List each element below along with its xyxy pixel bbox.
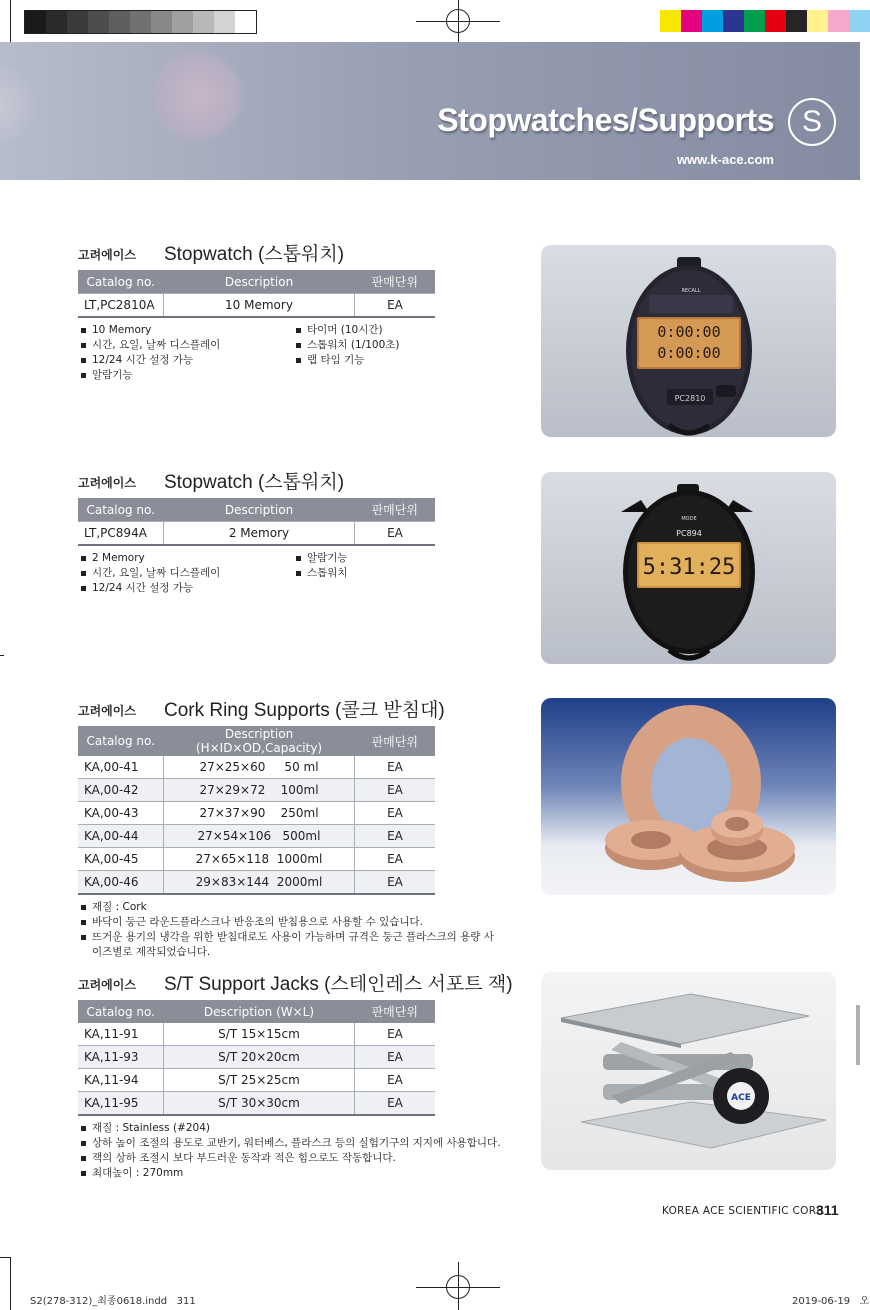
color-calibration-bar xyxy=(660,10,870,32)
section-title xyxy=(78,696,518,722)
side-mark xyxy=(0,655,4,656)
cork-ring-illustration xyxy=(541,698,836,895)
recall-label: RECALL xyxy=(681,288,701,294)
gray-swatch xyxy=(214,11,235,33)
catalog-number: KA,00-46 xyxy=(78,871,164,895)
gray-calibration-bar xyxy=(24,10,257,34)
catalog-number: KA,11-91 xyxy=(78,1023,164,1046)
product-photo-stopwatch-pc2810 xyxy=(541,245,836,437)
mode-label: MODE xyxy=(681,516,697,522)
column-header-description: Description (W×L) xyxy=(164,1000,355,1023)
color-swatch xyxy=(681,10,702,32)
unit-cell: EA xyxy=(355,1046,436,1069)
column-header-description: Description (H×ID×OD,Capacity) xyxy=(164,726,355,756)
table-row xyxy=(78,779,435,802)
list-item: 랩 타임 기능 xyxy=(293,353,508,368)
list-item: 12/24 시간 설정 가능 xyxy=(78,353,293,368)
feature-list xyxy=(78,900,503,960)
list-item: 스톱워치 (1/100초) xyxy=(293,338,508,353)
gray-swatch xyxy=(88,11,109,33)
list-item: 알람기능 xyxy=(78,368,293,383)
description-cell: 29×83×144 2000ml xyxy=(164,871,355,895)
color-swatch xyxy=(849,10,870,32)
unit-cell: EA xyxy=(355,756,436,779)
catalog-number: KA,00-43 xyxy=(78,802,164,825)
feature-list xyxy=(78,551,518,596)
spec-table xyxy=(78,726,435,895)
list-item: 재질 : Stainless (#204) xyxy=(78,1121,508,1136)
gray-swatch xyxy=(109,11,130,33)
unit-cell: EA xyxy=(355,1069,436,1092)
spec-table xyxy=(78,498,435,546)
crop-mark xyxy=(0,1257,10,1258)
feature-list xyxy=(78,323,518,383)
column-header-unit: 판매단위 xyxy=(355,498,436,522)
catalog-number: KA,00-42 xyxy=(78,779,164,802)
brand-label: 고려에이스 xyxy=(78,704,136,718)
color-swatch xyxy=(702,10,723,32)
table-row xyxy=(78,1092,435,1116)
column-header-catalog: Catalog no. xyxy=(78,1000,164,1023)
product-name: Stopwatch (스톱워치) xyxy=(163,244,345,265)
feature-list xyxy=(78,1121,508,1181)
model-label: PC894 xyxy=(676,529,702,538)
crop-mark xyxy=(10,1257,11,1310)
color-swatch xyxy=(744,10,765,32)
column-header-catalog: Catalog no. xyxy=(78,498,164,522)
list-item: 시간, 요일, 날짜 디스플레이 xyxy=(78,566,293,581)
unit-cell: EA xyxy=(355,848,436,871)
table-header-row xyxy=(78,498,435,522)
product-section-stopwatch-pc2810 xyxy=(78,240,518,383)
product-section-support-jacks xyxy=(78,970,518,1181)
gray-swatch xyxy=(130,11,151,33)
table-row xyxy=(78,871,435,895)
company-name: KOREA ACE SCIENTIFIC CORP. xyxy=(662,1205,825,1217)
color-swatch xyxy=(765,10,786,32)
table-row xyxy=(78,1046,435,1069)
description-cell: 2 Memory xyxy=(164,522,355,546)
table-row xyxy=(78,802,435,825)
description-cell: S/T 25×25cm xyxy=(164,1069,355,1092)
column-header-description: Description xyxy=(164,270,355,294)
table-row xyxy=(78,1069,435,1092)
column-header-unit: 판매단위 xyxy=(355,1000,436,1023)
list-item: 알람기능 xyxy=(293,551,508,566)
table-row xyxy=(78,756,435,779)
product-section-cork-ring xyxy=(78,696,518,960)
page-title: Stopwatches/Supports xyxy=(437,102,774,138)
list-item: 타이머 (10시간) xyxy=(293,323,508,338)
stopwatch-illustration xyxy=(541,472,836,664)
list-item: 잭의 상하 조절시 보다 부드러운 동작과 적은 힘으로도 작동합니다. xyxy=(78,1151,508,1166)
list-item: 12/24 시간 설정 가능 xyxy=(78,581,293,596)
table-row xyxy=(78,522,435,546)
page-number: 311 xyxy=(816,1202,839,1218)
stopwatch-illustration xyxy=(541,245,836,437)
section-letter-badge: S xyxy=(788,98,836,146)
color-swatch xyxy=(828,10,849,32)
column-header-unit: 판매단위 xyxy=(355,270,436,294)
spec-table xyxy=(78,270,435,318)
column-header-description: Description xyxy=(164,498,355,522)
product-photo-cork-rings xyxy=(541,698,836,895)
slug-date: 2019-06-19 오 xyxy=(792,1296,870,1307)
column-header-catalog: Catalog no. xyxy=(78,270,164,294)
unit-cell: EA xyxy=(355,871,436,895)
color-swatch xyxy=(660,10,681,32)
list-item: 시간, 요일, 날짜 디스플레이 xyxy=(78,338,293,353)
list-item: 최대높이 : 270mm xyxy=(78,1166,508,1181)
description-cell: S/T 30×30cm xyxy=(164,1092,355,1116)
gray-swatch xyxy=(151,11,172,33)
description-cell: 27×25×60 50 ml xyxy=(164,756,355,779)
color-swatch xyxy=(786,10,807,32)
unit-cell: EA xyxy=(355,294,436,318)
section-title xyxy=(78,970,518,996)
ace-logo: ACE xyxy=(731,1093,751,1103)
product-photo-stopwatch-pc894 xyxy=(541,472,836,664)
product-section-stopwatch-pc894 xyxy=(78,468,518,596)
decorative-circle xyxy=(152,50,244,142)
catalog-number: KA,00-45 xyxy=(78,848,164,871)
decorative-circle xyxy=(0,62,38,148)
gray-swatch xyxy=(172,11,193,33)
unit-cell: EA xyxy=(355,1092,436,1116)
product-name: Cork Ring Supports (콜크 받침대) xyxy=(163,700,445,721)
description-cell: S/T 20×20cm xyxy=(164,1046,355,1069)
list-item: 상하 높이 조절의 용도로 교반기, 워터베스, 플라스크 등의 실험기구의 지지에 사용합니다. xyxy=(78,1136,508,1151)
table-row xyxy=(78,848,435,871)
description-cell: 27×65×118 1000ml xyxy=(164,848,355,871)
table-header-row xyxy=(78,270,435,294)
brand-label: 고려에이스 xyxy=(78,248,136,262)
gray-swatch xyxy=(25,11,46,33)
catalog-number: KA,00-41 xyxy=(78,756,164,779)
description-cell: 10 Memory xyxy=(164,294,355,318)
page-header-banner xyxy=(0,42,860,180)
unit-cell: EA xyxy=(355,802,436,825)
gray-swatch xyxy=(46,11,67,33)
list-item: 10 Memory xyxy=(78,323,293,338)
brand-label: 고려에이스 xyxy=(78,476,136,490)
column-header-catalog: Catalog no. xyxy=(78,726,164,756)
crop-mark xyxy=(10,0,11,42)
list-item: 스톱워치 xyxy=(293,566,508,581)
lcd-top-readout: 0:00:00 xyxy=(657,323,721,341)
table-row xyxy=(78,1023,435,1046)
table-header-row xyxy=(78,1000,435,1023)
registration-mark-icon xyxy=(446,1275,470,1299)
side-tab-mark xyxy=(856,1005,860,1065)
catalog-number: KA,11-93 xyxy=(78,1046,164,1069)
registration-mark-icon xyxy=(446,9,470,33)
lcd-readout: 5:31:25 xyxy=(642,555,736,580)
description-cell: S/T 15×15cm xyxy=(164,1023,355,1046)
unit-cell: EA xyxy=(355,825,436,848)
model-label: PC2810 xyxy=(674,394,706,403)
list-item: 재질 : Cork xyxy=(78,900,503,915)
list-item: 뜨거운 용기의 냉각을 위한 받침대로도 사용이 가능하며 규격은 둥근 플라스크의 용량 사이즈별로 제작되었습니다. xyxy=(78,930,503,960)
gray-swatch xyxy=(193,11,214,33)
gray-swatch xyxy=(67,11,88,33)
brand-label: 고려에이스 xyxy=(78,978,136,992)
list-item: 2 Memory xyxy=(78,551,293,566)
description-cell: 27×29×72 100ml xyxy=(164,779,355,802)
column-header-unit: 판매단위 xyxy=(355,726,436,756)
support-jack-illustration xyxy=(541,972,836,1170)
catalog-number: KA,11-95 xyxy=(78,1092,164,1116)
description-cell: 27×54×106 500ml xyxy=(164,825,355,848)
catalog-number: LT,PC2810A xyxy=(78,294,164,318)
unit-cell: EA xyxy=(355,779,436,802)
lcd-bottom-readout: 0:00:00 xyxy=(657,344,721,362)
description-cell: 27×37×90 250ml xyxy=(164,802,355,825)
unit-cell: EA xyxy=(355,522,436,546)
color-swatch xyxy=(723,10,744,32)
table-row xyxy=(78,825,435,848)
section-title xyxy=(78,240,518,266)
catalog-number: KA,11-94 xyxy=(78,1069,164,1092)
gray-swatch xyxy=(235,11,256,33)
spec-table xyxy=(78,1000,435,1116)
product-name: S/T Support Jacks (스테인레스 서포트 잭) xyxy=(163,974,513,995)
product-photo-support-jack xyxy=(541,972,836,1170)
slug-filename: S2(278-312)_최종0618.indd 311 xyxy=(30,1296,196,1307)
list-item: 바닥이 둥근 라운드플라스크나 반응조의 받침용으로 사용할 수 있습니다. xyxy=(78,915,503,930)
table-header-row xyxy=(78,726,435,756)
color-swatch xyxy=(807,10,828,32)
section-title xyxy=(78,468,518,494)
product-name: Stopwatch (스톱워치) xyxy=(163,472,345,493)
table-row xyxy=(78,294,435,318)
website-link[interactable]: www.k-ace.com xyxy=(676,152,774,167)
catalog-number: LT,PC894A xyxy=(78,522,164,546)
unit-cell: EA xyxy=(355,1023,436,1046)
catalog-number: KA,00-44 xyxy=(78,825,164,848)
